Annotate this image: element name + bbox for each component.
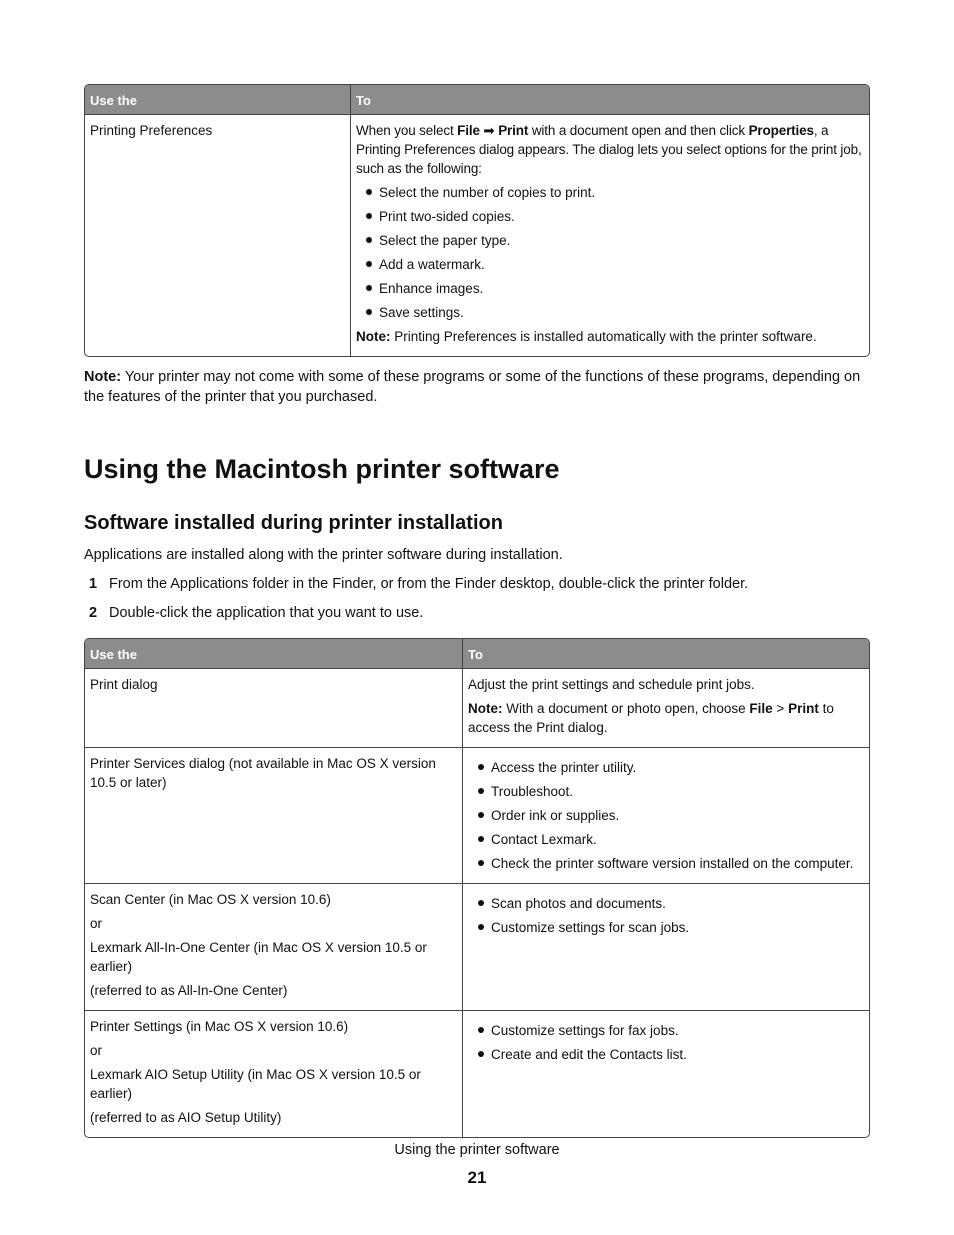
note-paragraph: Note: Your printer may not come with some of these programs or some of the functions of these programs, depending on the features of the printer that you purchased. (84, 369, 861, 405)
programs-table-macintosh (84, 638, 870, 1138)
step-text: From the Applications folder in the Finder, or from the Finder desktop, double-click the printer folder. (109, 576, 749, 592)
list-item: Print two-sided copies. (364, 207, 865, 226)
cell-to (462, 747, 869, 883)
list-item: Select the paper type. (364, 231, 865, 250)
cell-to: Adjust the print settings and schedule print jobs. Note: With a document or photo open, choose File > Print to access the Print dialog. (462, 669, 869, 747)
list-item: Select the number of copies to print. (364, 183, 865, 202)
cell-use: Scan Center (in Mac OS X version 10.6) or Lexmark All-In-One Center (in Mac OS X version 10.5 or earlier) (referred to as All-In-One Center) (85, 883, 462, 1010)
list-item: Contact Lexmark. (476, 830, 865, 849)
step-number: 2 (89, 605, 98, 621)
step-number: 1 (89, 576, 98, 592)
list-item: Check the printer software version installed on the computer. (476, 854, 865, 873)
list-item: Enhance images. (364, 279, 865, 298)
step-1 (84, 575, 870, 594)
bullet-list (468, 894, 865, 937)
cell-note: Note: With a document or photo open, choose File > Print to access the Print dialog. (468, 701, 834, 735)
list-item: Scan photos and documents. (476, 894, 865, 913)
page-content (84, 84, 870, 1138)
cell-use: Printer Settings (in Mac OS X version 10.6) or Lexmark AIO Setup Utility (in Mac OS X version 10.5 or earlier) (referred to as AIO Setup Utility) (85, 1010, 462, 1137)
bullet-list (468, 758, 865, 873)
subsection-heading: Software installed during printer installation (84, 512, 503, 534)
list-item: Order ink or supplies. (476, 806, 865, 825)
step-text: Double-click the application that you want to use. (109, 605, 424, 621)
table-header-row (85, 85, 869, 115)
cell-to (462, 883, 869, 1010)
cell-note: Note: Printing Preferences is installed automatically with the printer software. (356, 329, 817, 344)
list-item: Create and edit the Contacts list. (476, 1045, 865, 1064)
table-row (85, 669, 869, 747)
column-header-use: Use the (85, 639, 462, 669)
cell-to (350, 115, 869, 356)
step-2 (84, 604, 870, 623)
cell-use: Printing Preferences (90, 123, 213, 138)
cell-to (462, 1010, 869, 1137)
list-item: Troubleshoot. (476, 782, 865, 801)
list-item: Add a watermark. (364, 255, 865, 274)
cell-use: Printer Services dialog (not available in Mac OS X version 10.5 or later) (85, 747, 462, 883)
table-row (85, 747, 869, 883)
cell-description: When you select File ➡ Print with a document open and then click Properties, a Printing Preferences dialog appears. The dialog lets you select options for the print job, such as the following: (356, 123, 862, 176)
list-item: Access the printer utility. (476, 758, 865, 777)
page-number: 21 (467, 1168, 487, 1187)
arrow-icon: ➡ (483, 123, 495, 138)
programs-table-windows (84, 84, 870, 357)
list-item: Customize settings for scan jobs. (476, 918, 865, 937)
list-item: Save settings. (364, 303, 865, 322)
bullet-list (468, 1021, 865, 1064)
footer-section-title: Using the printer software (394, 1142, 560, 1158)
cell-use: Print dialog (90, 677, 158, 692)
table-row (85, 883, 869, 1010)
table-row (85, 115, 869, 356)
intro-paragraph: Applications are installed along with the printer software during installation. (84, 547, 563, 563)
column-header-to: To (350, 85, 869, 115)
table-row (85, 1010, 869, 1137)
bullet-list (356, 183, 865, 322)
section-heading: Using the Macintosh printer software (84, 454, 560, 484)
table-header-row (85, 639, 869, 669)
column-header-use: Use the (85, 85, 350, 115)
column-header-to: To (462, 639, 869, 669)
list-item: Customize settings for fax jobs. (476, 1021, 865, 1040)
